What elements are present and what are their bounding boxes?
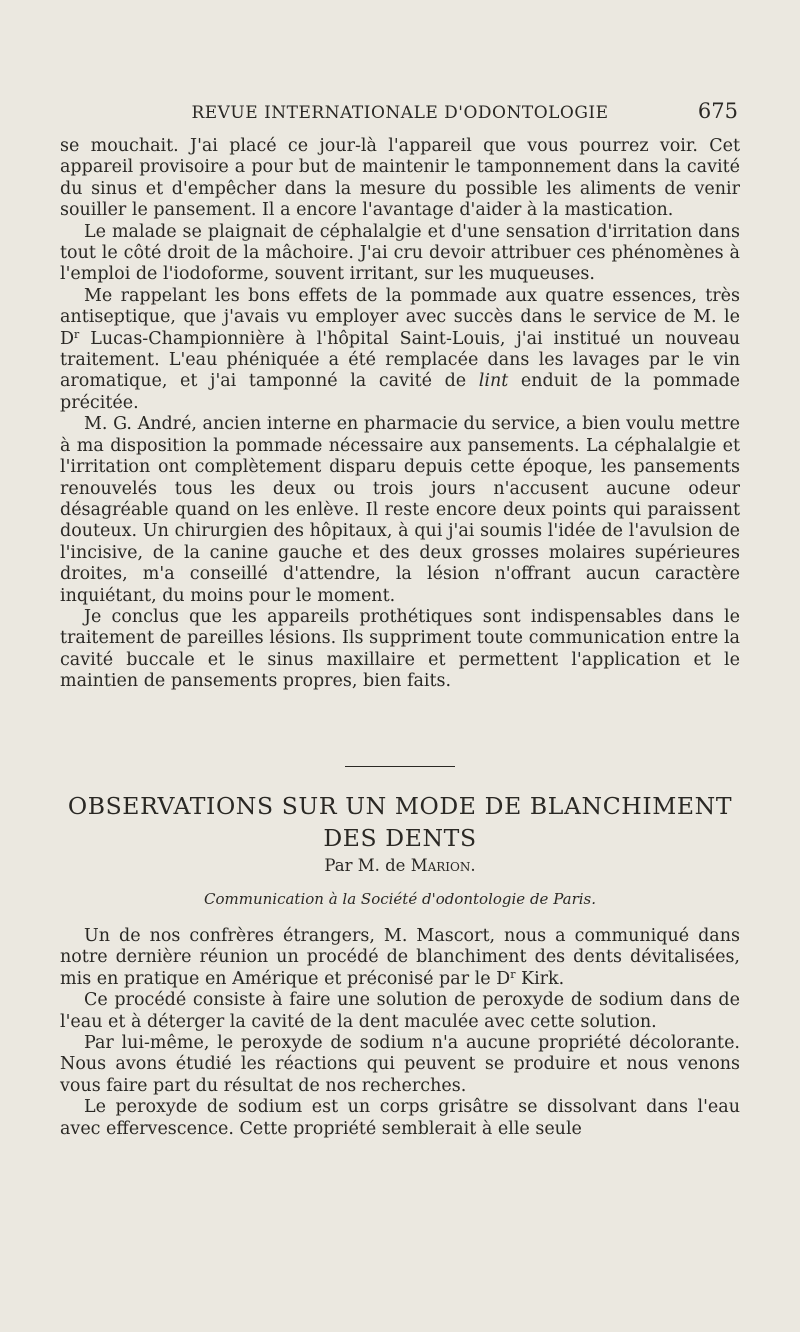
paragraph: Par lui-même, le peroxyde de sodium n'a aucune propriété décolorante. Nous avons étudié les réactions qui peuvent se produire et nous venons vous faire part du résultat de nos recherches. <box>60 1033 740 1096</box>
superscript: r <box>74 327 80 341</box>
paragraph: Un de nos confrères étrangers, M. Mascort, nous a communiqué dans notre dernière réunion un procédé de blanchiment des dents dévitalisées, mis en pratique en Amérique et préconisé par le $D^r$ Kirk. <box>60 926 740 989</box>
article-title <box>60 790 740 854</box>
section-divider <box>345 766 455 767</box>
paragraph: Je conclus que les appareils prothétiques sont indispensables dans le traitement de pareilles lésions. Ils suppriment toute communication entre la cavité buccale et le sinus maxillaire et permettent l'application et le maintien de pansements propres, bien faits. <box>60 606 740 692</box>
paragraph: Ce procédé consiste à faire une solution de peroxyde de sodium dans de l'eau et à déterger la cavité de la dent maculée avec cette solution. <box>60 990 740 1032</box>
previous-article-text <box>60 136 740 693</box>
article-title-line: OBSERVATIONS SUR UN MODE DE BLANCHIMENT <box>67 792 733 820</box>
paragraph: se mouchait. J'ai placé ce jour-là l'appareil que vous pourrez voir. Cet appareil provisoire a pour but de maintenir le tamponnement dans la cavité du sinus et d'empêcher dans la mesure du possible les aliments de venir souiller le pansement. Il a encore l'avantage d'aider à la mastication. <box>60 136 740 221</box>
paragraph: Me rappelant les bons effets de la pommade aux quatre essences, très antiseptique, que j'avais vu employer avec succès dans le service de M. le $D^r$ Lucas-Championnière à l'hôpital Saint-Louis, j'ai institué un nouveau traitement. L'eau phéniquée a été remplacée dans les lavages par le vin aromatique, et j'ai tamponné la cavité de lint enduit de la pommade précitée. <box>60 285 740 413</box>
article-title-line: DES DENTS <box>323 824 477 852</box>
italic-term: lint <box>478 371 509 392</box>
page-header <box>60 99 740 129</box>
paragraph: M. G. André, ancien interne en pharmacie du service, a bien voulu mettre à ma disposition la pommade nécessaire aux pansements. La céphalalgie et l'irritation ont complètement disparu depuis cette époque, les pansements renouvelés tous les deux ou trois jours n'accusent aucune odeur désagréable quand on les enlève. Il reste encore deux points qui paraissent douteux. Un chirurgien des hôpitaux, à qui j'ai soumis l'idée de l'avulsion de l'incisive, de la canine gauche et des deux grosses molaires supérieures droites, m'a conseillé d'attendre, la lésion n'offrant aucun caractère inquiétant, du moins pour le moment. <box>60 414 740 606</box>
superscript: r <box>510 967 516 981</box>
communication-note: Communication à la Société d'odontologie de Paris. <box>204 890 596 908</box>
article-text <box>60 926 740 1140</box>
paragraph: Le peroxyde de sodium est un corps grisâtre se dissolvant dans l'eau avec effervescence. Cette propriété semblerait à elle seule <box>60 1097 740 1139</box>
byline-prefix: Par M. de <box>324 856 406 875</box>
running-title: REVUE INTERNATIONALE D'ODONTOLOGIE <box>191 103 609 123</box>
page-number: 675 <box>697 99 738 123</box>
paragraph: Le malade se plaignait de céphalalgie et d'une sensation d'irritation dans tout le côté droit de la mâchoire. J'ai cru devoir attribuer ces phénomènes à l'emploi de l'iodoforme, souvent irritant, sur les muqueuses. <box>60 221 740 285</box>
author-name: Marion. <box>410 856 476 875</box>
byline <box>60 856 740 875</box>
